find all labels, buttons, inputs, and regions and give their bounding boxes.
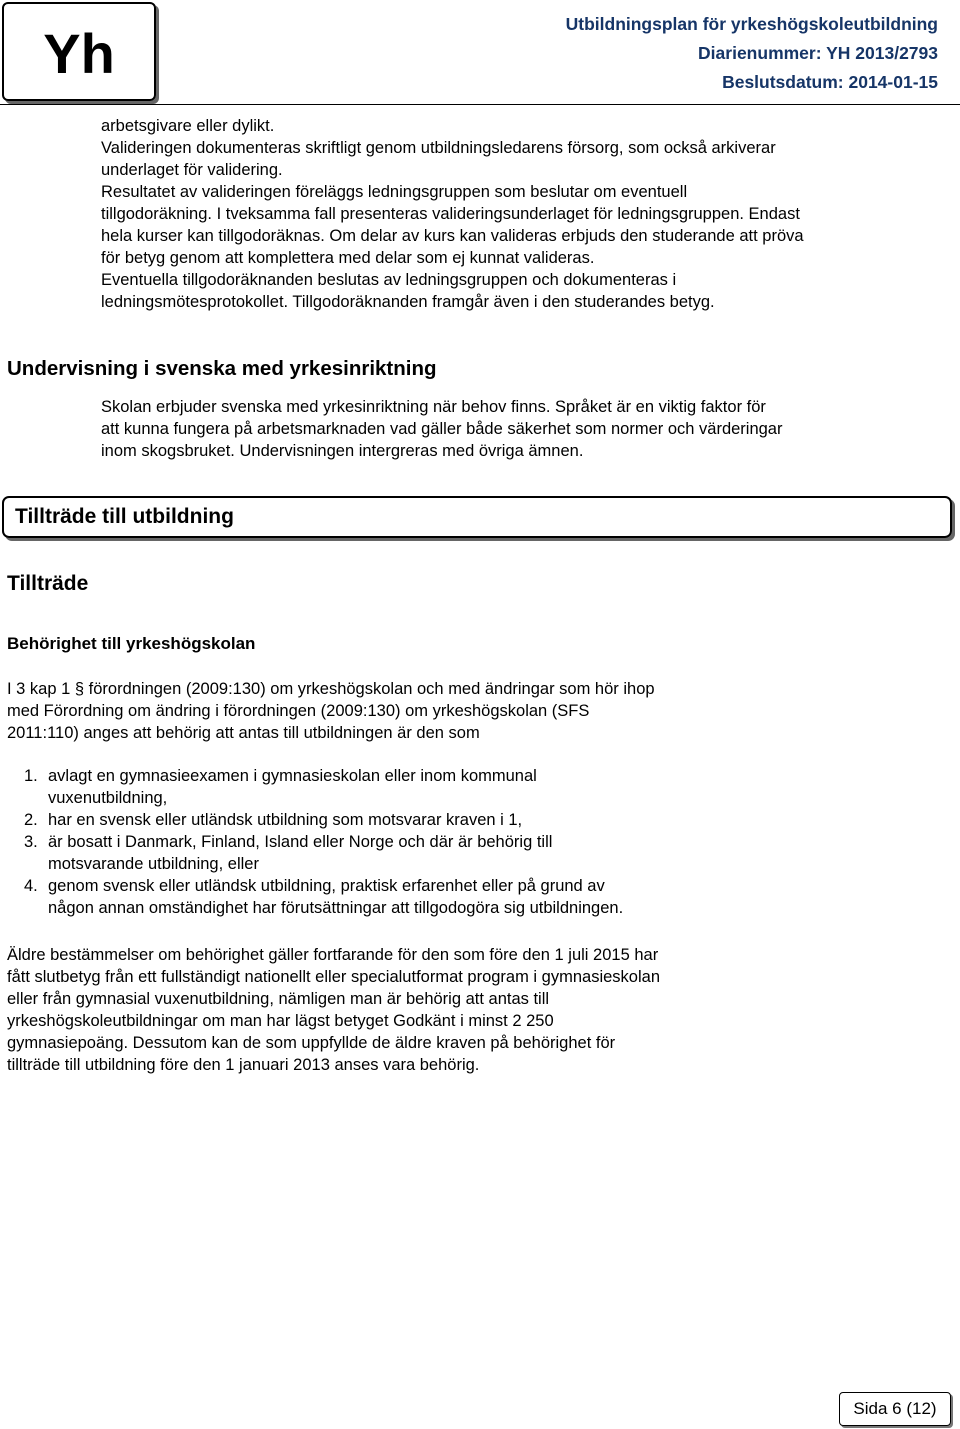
text-line: yrkeshögskoleutbildningar om man har lägst betyget Godkänt i minst 2 250 bbox=[7, 1012, 554, 1030]
text-line: Äldre bestämmelser om behörighet gäller fortfarande för den som före den 1 juli 2015 har bbox=[7, 946, 659, 964]
list-item bbox=[24, 831, 744, 875]
section-heading-box: Tillträde till utbildning bbox=[2, 496, 952, 538]
validering-paragraph bbox=[101, 115, 941, 313]
list-item bbox=[24, 875, 744, 919]
text-line: genom svensk eller utländsk utbildning, praktisk erfarenhet eller på grund av bbox=[48, 877, 605, 895]
text-line: eller från gymnasial vuxenutbildning, nämligen man är behörig att antas till bbox=[7, 990, 550, 1008]
text-line: motsvarande utbildning, eller bbox=[48, 855, 259, 873]
text-line: inom skogsbruket. Undervisningen intergreras med övriga ämnen. bbox=[101, 442, 584, 460]
text-line: 2011:110) anges att behörig att antas till utbildningen är den som bbox=[7, 724, 480, 742]
text-line: med Förordning om ändring i förordningen (2009:130) om yrkeshögskolan (SFS bbox=[7, 702, 590, 720]
text-line: avlagt en gymnasieexamen i gymnasieskolan eller inom kommunal bbox=[48, 767, 537, 785]
list-item bbox=[24, 809, 744, 831]
document-header bbox=[566, 10, 938, 97]
text-line: att kunna fungera på arbetsmarknaden vad gäller både säkerhet som normer och värderingar bbox=[101, 420, 783, 438]
yh-logo: Yh bbox=[2, 2, 156, 101]
behorighet-intro bbox=[7, 678, 807, 744]
svenska-paragraph bbox=[101, 396, 941, 462]
svenska-heading: Undervisning i svenska med yrkesinriktning bbox=[7, 357, 437, 380]
text-line: Resultatet av valideringen föreläggs ledningsgruppen som beslutar om eventuell bbox=[101, 183, 688, 201]
list-number: 4. bbox=[24, 877, 38, 895]
list-number: 3. bbox=[24, 833, 38, 851]
text-line: arbetsgivare eller dylikt. bbox=[101, 117, 275, 135]
text-line: gymnasiepoäng. Dessutom kan de som uppfyllde de äldre kraven på behörighet för bbox=[7, 1034, 616, 1052]
text-line: någon annan omständighet har förutsättningar att tillgodogöra sig utbildningen. bbox=[48, 899, 624, 917]
behorighet-heading: Behörighet till yrkeshögskolan bbox=[7, 634, 256, 653]
text-line: Eventuella tillgodoräknanden beslutas av ledningsgruppen och dokumenteras i bbox=[101, 271, 677, 289]
page-number: Sida 6 (12) bbox=[839, 1392, 951, 1426]
text-line: har en svensk eller utländsk utbildning som motsvarar kraven i 1, bbox=[48, 811, 523, 829]
list-number: 1. bbox=[24, 767, 38, 785]
behorighet-list bbox=[24, 765, 744, 919]
beslutsdatum: Beslutsdatum: 2014-01-15 bbox=[722, 72, 938, 92]
text-line: för betyg genom att komplettera med delar som ej kunnat valideras. bbox=[101, 249, 595, 267]
text-line: är bosatt i Danmark, Finland, Island eller Norge och där är behörig till bbox=[48, 833, 553, 851]
text-line: Skolan erbjuder svenska med yrkesinriktning när behov finns. Språket är en viktig faktor för bbox=[101, 398, 766, 416]
text-line: tillgodoräkning. I tveksamma fall presenteras valideringsunderlaget för ledningsgruppen. Endast bbox=[101, 205, 800, 223]
text-line: hela kurser kan tillgodoräknas. Om delar av kurs kan valideras erbjuds den studerande att pröva bbox=[101, 227, 804, 245]
list-number: 2. bbox=[24, 811, 38, 829]
text-line: fått slutbetyg från ett fullständigt nationellt eller specialutformat program i gymnasieskolan bbox=[7, 968, 660, 986]
text-line: underlaget för validering. bbox=[101, 161, 283, 179]
text-line: Valideringen dokumenteras skriftligt genom utbildningsledarens försorg, som också arkiverar bbox=[101, 139, 776, 157]
header-divider bbox=[0, 104, 960, 105]
text-line: tillträde till utbildning före den 1 januari 2013 anses vara behörig. bbox=[7, 1056, 480, 1074]
tilltrade-heading: Tillträde bbox=[7, 572, 89, 595]
list-item bbox=[24, 765, 744, 809]
document-title: Utbildningsplan för yrkeshögskoleutbildning bbox=[565, 14, 938, 34]
behorighet-closing bbox=[7, 944, 807, 1076]
text-line: ledningsmötesprotokollet. Tillgodoräknanden framgår även i den studerandes betyg. bbox=[101, 293, 715, 311]
text-line: I 3 kap 1 § förordningen (2009:130) om yrkeshögskolan och med ändringar som hör ihop bbox=[7, 680, 655, 698]
text-line: vuxenutbildning, bbox=[48, 789, 168, 807]
diarienummer: Diarienummer: YH 2013/2793 bbox=[698, 43, 938, 63]
